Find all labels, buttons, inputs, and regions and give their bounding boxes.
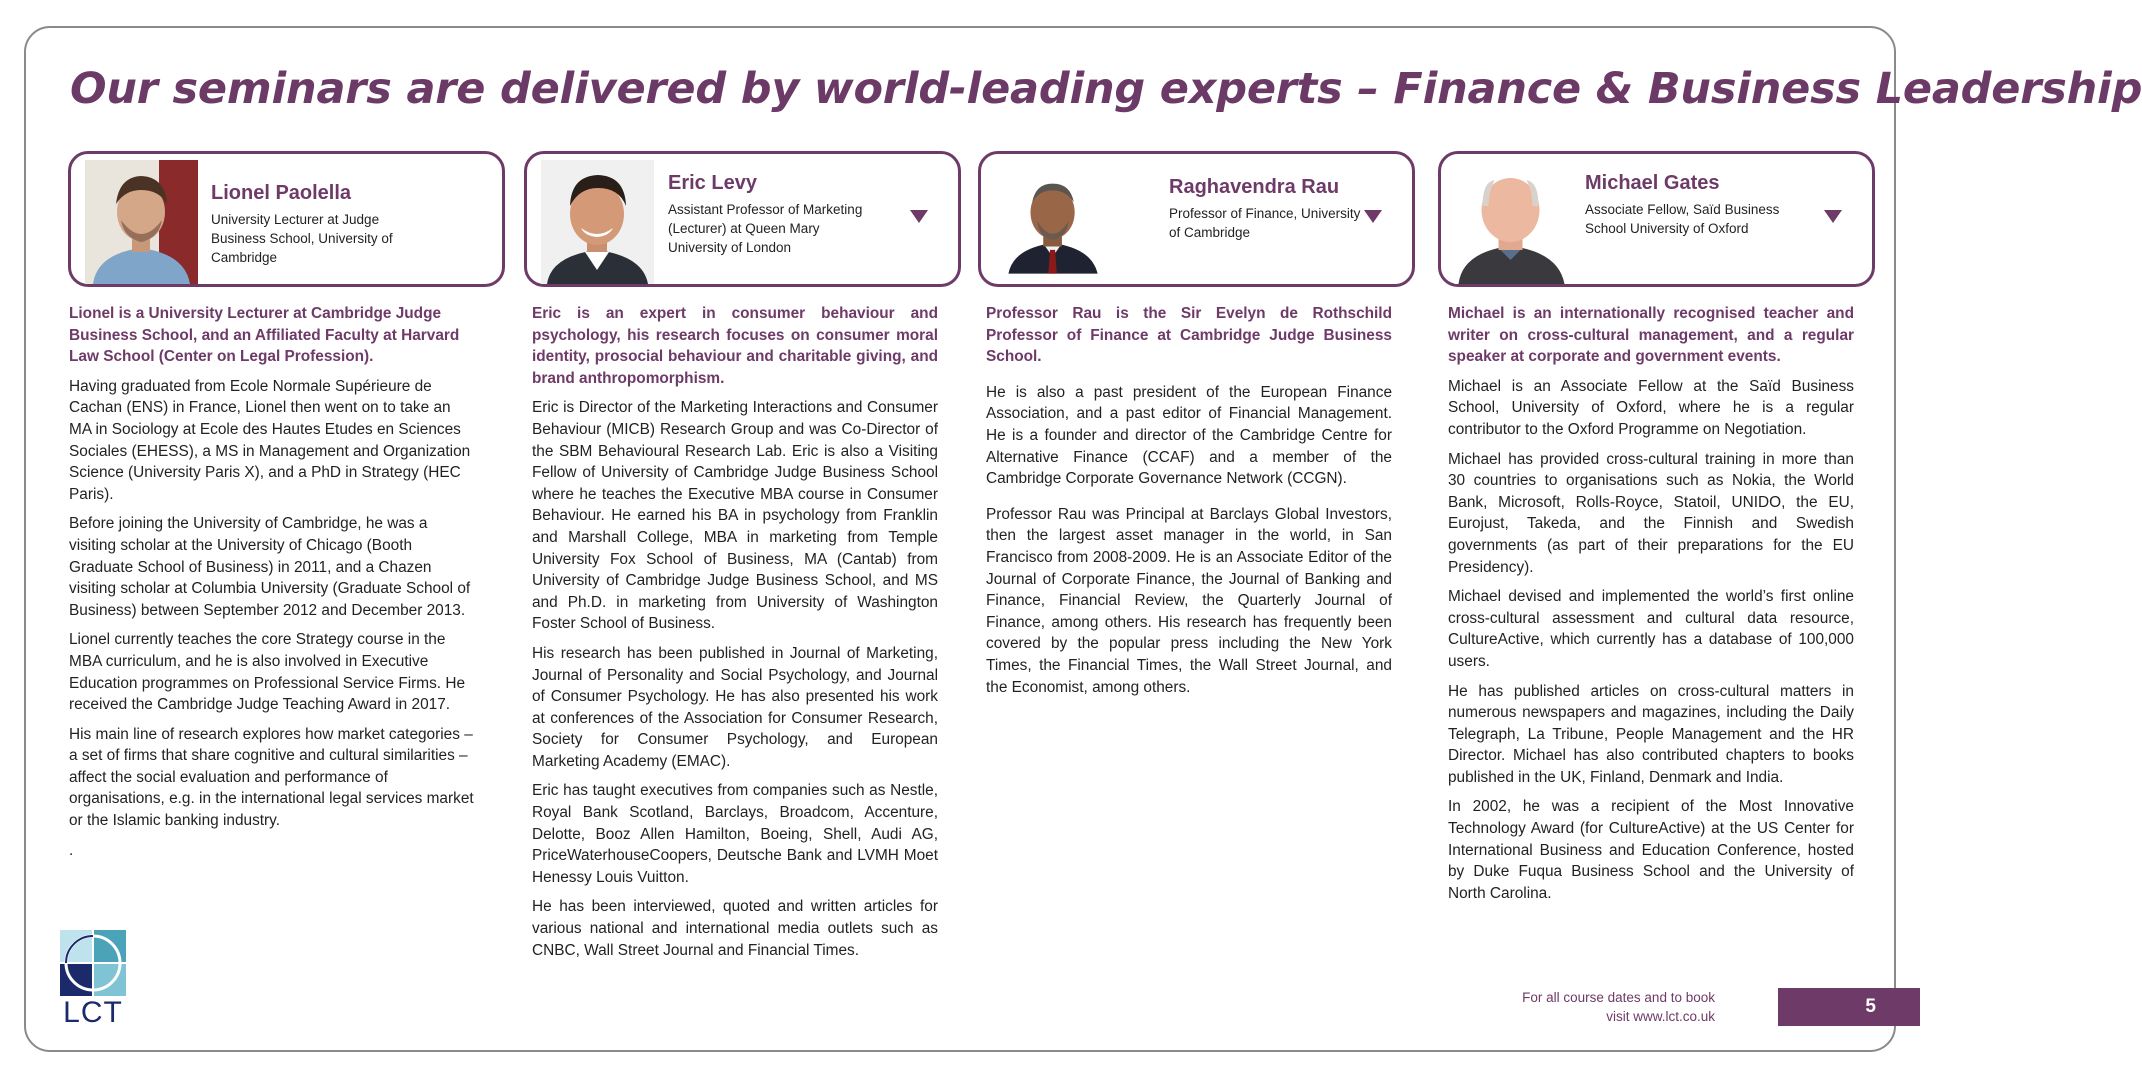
portrait-photo	[85, 160, 198, 284]
bio-lead: Eric is an expert in consumer behaviour and psychology, his research focuses on consumer moral identity, prosocial behaviour and charitable giving, and brand anthropomorphism.	[532, 305, 938, 387]
bio-paragraph: His research has been published in Journal of Marketing, Journal of Personality and Social Psychology, and Journal of Consumer Psychology. He has also presented his work at conferences of the Association for Consumer Research, Society for Consumer Psychology, and European Marketing Academy (EMAC).	[532, 644, 938, 770]
bio-paragraph: Michael is an Associate Fellow at the Saïd Business School, University of Oxford, where he is a regular contributor to the Oxford Programme on Negotiation.	[1448, 377, 1854, 438]
bio-paragraph: Michael devised and implemented the world’s first online cross-cultural assessment and cultural data resource, CultureActive, which currently has a database of 100,000 users.	[1448, 588, 1854, 670]
expert-name: Michael Gates	[1585, 172, 1720, 194]
footer-line: For all course dates and to book	[1522, 990, 1715, 1005]
expert-card-paolella	[68, 151, 505, 287]
bio-paragraph: His main line of research explores how market categories – a set of firms that share cognitive and cultural similarities – affect the social evaluation and performance of organisations, e.g. in the international legal services market or the Islamic banking industry.	[69, 725, 474, 830]
expert-info	[1169, 176, 1369, 242]
bio-paragraph: Lionel currently teaches the core Strategy course in the MBA curriculum, and he is also involved in Executive Education programmes on Professional Service Firms. He received the Cambridge Judge Teaching Award in 2017.	[69, 631, 466, 714]
expand-arrow-icon[interactable]	[910, 210, 928, 223]
expert-bio-gates	[1448, 303, 1854, 912]
bio-lead: Professor Rau is the Sir Evelyn de Rothschild Professor of Finance at Cambridge Judge Business School.	[986, 305, 1392, 366]
bio-paragraph: Professor Rau was Principal at Barclays Global Investors, then the largest asset manager in the world, in San Francisco from 2008-2009. He is an Associate Editor of the Journal of Corporate Finance, the Journal of Banking and Finance, Financial Review, the Quarterly Journal of Finance, among others. His research has frequently been covered by the popular press including the New York Times, the Financial Times, the Wall Street Journal, and the Economist, among others.	[986, 505, 1392, 696]
portrait-photo	[1451, 160, 1571, 284]
expert-bio-levy	[532, 303, 938, 969]
expert-role: Professor of Finance, University of Cambridge	[1169, 206, 1361, 240]
expand-arrow-icon[interactable]	[1824, 210, 1842, 223]
logo-text: LCT	[63, 996, 123, 1029]
expert-card-levy[interactable]	[524, 151, 961, 287]
expand-arrow-icon[interactable]	[1364, 210, 1382, 223]
bio-paragraph: He is also a past president of the European Finance Association, and a past editor of Financial Management. He is a founder and director of the Cambridge Centre for Alternative Finance (CCAF) and a member of the Cambridge Corporate Governance Network (CCGN).	[986, 383, 1392, 488]
bio-paragraph: Having graduated from Ecole Normale Supérieure de Cachan (ENS) in France, Lionel then went on to take an MA in Sociology at Ecole des Hautes Etudes en Sciences Sociales (EHESS), a MS in Management and Organization Science (University Paris X), and a PhD in Strategy (HEC Paris).	[69, 377, 471, 503]
bio-paragraph: He has been interviewed, quoted and written articles for various national and international media outlets such as CNBC, Wall Street Journal and Financial Times.	[532, 898, 938, 959]
bio-paragraph: In 2002, he was a recipient of the Most Innovative Technology Award (for CultureActive) at the US Center for International Business and Education Conference, hosted by Duke Fuqua Business School and the University of North Carolina.	[1448, 798, 1854, 902]
bio-paragraph: He has published articles on cross-cultural matters in numerous newspapers and magazines, including the Daily Telegraph, La Tribune, People Management and the HR Director. Michael has also contributed chapters to books published in the UK, Finland, Denmark and India.	[1448, 682, 1854, 786]
footer-link[interactable]: visit www.lct.co.uk	[1606, 1009, 1715, 1024]
expert-role: Associate Fellow, Saïd Business School University of Oxford	[1585, 202, 1780, 236]
logo-mark-icon	[60, 930, 126, 996]
expert-bio-rau	[986, 303, 1392, 706]
portrait-photo	[541, 160, 654, 284]
bio-lead: Michael is an internationally recognised teacher and writer on cross-cultural management, and a regular speaker at corporate and government events.	[1448, 305, 1854, 366]
expert-card-gates[interactable]	[1438, 151, 1875, 287]
expert-role: University Lecturer at Judge Business School, University of Cambridge	[211, 212, 393, 265]
expert-card-rau[interactable]	[978, 151, 1415, 287]
expert-info	[211, 182, 411, 267]
expert-name: Eric Levy	[668, 172, 757, 194]
bio-paragraph: Eric has taught executives from companies such as Nestle, Royal Bank Scotland, Barclays, Broadcom, Accenture, Delotte, Booz Allen Hamilton, Boeing, Shell, Audi AG, PriceWaterhouseCoopers, Deutsche Bank and LVMH Moet Henessy Louis Vuitton.	[532, 782, 938, 886]
bio-paragraph: .	[69, 841, 74, 859]
portrait-photo	[1005, 166, 1101, 276]
expert-bio-paolella	[69, 303, 474, 869]
page-number: 5	[1778, 988, 1920, 1026]
bio-paragraph: Before joining the University of Cambridge, he was a visiting scholar at the University of Chicago (Booth Graduate School of Business) in 2011, and a Chazen visiting scholar at Columbia University (Graduate School of Business) between September 2012 and December 2013.	[69, 515, 471, 619]
page-title: Our seminars are delivered by world-leading experts – Finance & Business Leadership	[70, 64, 2142, 114]
lct-logo	[60, 930, 126, 1030]
expert-info	[668, 172, 878, 257]
bio-paragraph: Michael has provided cross-cultural training in more than 30 countries to organisations such as Nokia, the World Bank, Microsoft, Rolls-Royce, Statoil, UNIDO, the EU, Eurojust, Takeda, and the Finnish and Swedish governments (as part of their preparations for the EU Presidency).	[1448, 450, 1854, 576]
expert-info	[1585, 172, 1795, 238]
expert-name: Raghavendra Rau	[1169, 176, 1340, 198]
bio-lead: Lionel is a University Lecturer at Cambridge Judge Business School, and an Affiliated Faculty at Harvard Law School (Center on Legal Profession).	[69, 305, 460, 366]
expert-name: Lionel Paolella	[211, 182, 352, 204]
expert-role: Assistant Professor of Marketing (Lecturer) at Queen Mary University of London	[668, 202, 863, 255]
bio-paragraph: Eric is Director of the Marketing Interactions and Consumer Behaviour (MICB) Research Group and was Co-Director of the SBM Behavioural Research Lab. Eric is also a Visiting Fellow of University of Cambridge Judge Business School where he teaches the Executive MBA course in Consumer Behaviour. He earned his BA in psychology from Franklin and Marshall College, MBA in marketing from Temple University Fox School of Business, MA (Cantab) from University of Cambridge Judge Business School, and MS and Ph.D. in marketing from University of Washington Foster School of Business.	[532, 399, 938, 633]
footer-note	[1522, 988, 1715, 1026]
